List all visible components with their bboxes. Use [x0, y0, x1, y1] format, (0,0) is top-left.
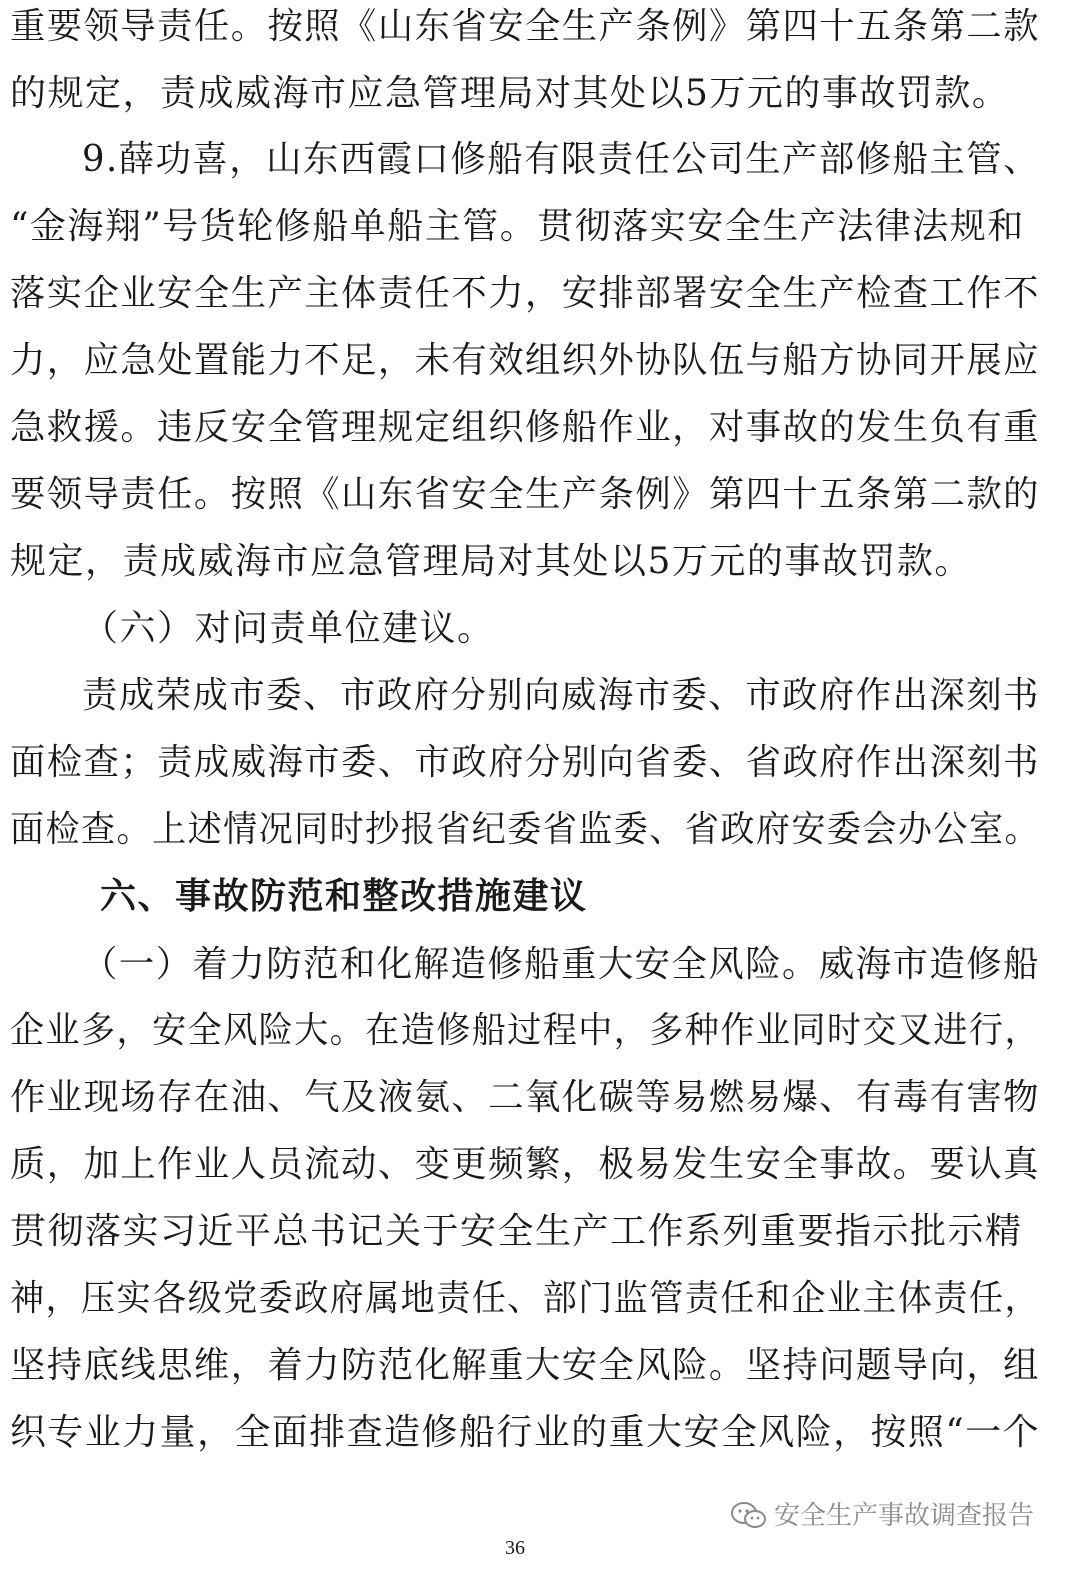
page-number: 36	[505, 1537, 525, 1559]
wechat-icon	[730, 1501, 768, 1531]
text-line: 要领导责任。按照《山东省安全生产条例》第四十五条第二款的	[10, 474, 1040, 515]
section-heading: 六、事故防范和整改措施建议	[100, 876, 588, 917]
watermark-text: 安全生产事故调查报告	[774, 1501, 1035, 1531]
text-line: 企业多，安全风险大。在造修船过程中，多种作业同时交叉进行，	[10, 1010, 1040, 1051]
text-line: 作业现场存在油、气及液氨、二氧化碳等易燃易爆、有毒有害物	[10, 1077, 1040, 1118]
text-line: 织专业力量，全面排查造修船行业的重大安全风险，按照“一个	[10, 1412, 1041, 1453]
text-line: 落实企业安全生产主体责任不力，安排部署安全生产检查工作不	[10, 273, 1040, 314]
text-line: 面检查。上述情况同时抄报省纪委省监委、省政府安委会办公室。	[10, 809, 1040, 850]
text-line: 质，加上作业人员流动、变更频繁，极易发生安全事故。要认真	[10, 1144, 1040, 1185]
text-line: 急救援。违反安全管理规定组织修船作业，对事故的发生负有重	[10, 407, 1040, 448]
text-line: “金海翔”号货轮修船单船主管。贯彻落实安全生产法律法规和	[10, 206, 1025, 247]
text-line: 坚持底线思维，着力防范化解重大安全风险。坚持问题导向，组	[10, 1345, 1040, 1386]
text-line: 重要领导责任。按照《山东省安全生产条例》第四十五条第二款	[10, 6, 1040, 47]
watermark	[730, 1500, 1034, 1532]
text-line: 面检查；责成威海市委、市政府分别向省委、省政府作出深刻书	[10, 742, 1040, 783]
text-line: 神，压实各级党委政府属地责任、部门监管责任和企业主体责任，	[10, 1278, 1040, 1319]
text-line: 贯彻落实习近平总书记关于安全生产工作系列重要指示批示精	[10, 1211, 1023, 1252]
text-line: （一）着力防范和化解造修船重大安全风险。威海市造修船	[82, 944, 1040, 985]
text-line: 责成荣成市委、市政府分别向威海市委、市政府作出深刻书	[82, 675, 1040, 716]
text-line: 力，应急处置能力不足，未有效组织外协队伍与船方协同开展应	[10, 340, 1040, 381]
text-line: 的规定，责成威海市应急管理局对其处以5万元的事故罚款。	[10, 73, 1010, 114]
text-line: 9.薛功喜，山东西霞口修船有限责任公司生产部修船主管、	[82, 139, 1040, 180]
text-line: 规定，责成威海市应急管理局对其处以5万元的事故罚款。	[10, 541, 972, 582]
section-subheading: （六）对问责单位建议。	[82, 608, 495, 649]
